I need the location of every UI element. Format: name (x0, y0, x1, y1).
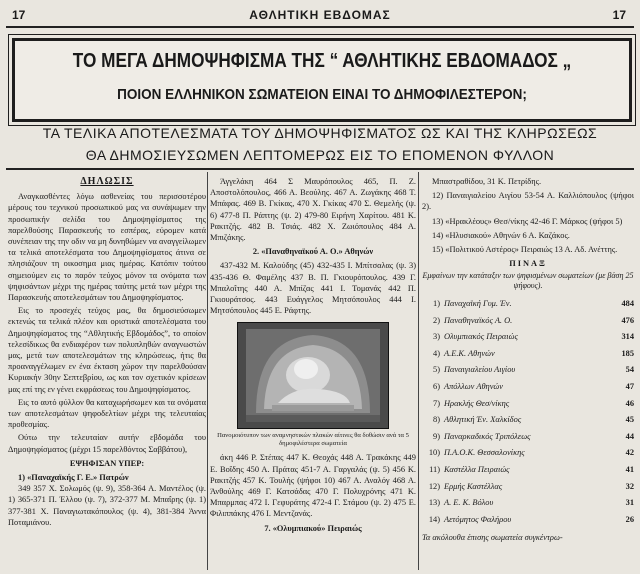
rank-number: 10) (428, 448, 440, 458)
photo-caption: Πανομοιότυπον των αναμνηστικών πλακών αίτινες θα δοθώσιν ανά τα 5 δημοφιλέστερα σωματεία (217, 432, 409, 448)
rank-number: 9) (433, 431, 440, 441)
column-ranking (422, 176, 634, 543)
ranking-row (422, 378, 634, 395)
vote-count: 32 (625, 481, 634, 491)
club-name: Α. Ε. Κ. Βόλου (444, 498, 494, 508)
ranking-row (422, 362, 634, 379)
running-head (10, 6, 630, 24)
ranking-row (422, 345, 634, 362)
club-name: Ολυμπιακός Πειραιώς (444, 332, 518, 342)
club-name: Ηρακλής Θεσ/νίκης (444, 398, 510, 408)
ranking-table (422, 295, 634, 527)
newspaper-masthead: ΑΘΛΗΤΙΚΗ ΕΒΔΟΜΑΣ (249, 8, 391, 22)
headline-question: ΠΟΙΟΝ ΕΛΛΗΝΙΚΟΝ ΣΩΜΑΤΕΙΟΝ ΕΙΝΑΙ ΤΟ ΔΗΜΟΦΙΛΕΣΤΕΡΟΝ; (117, 86, 527, 103)
club-name: Παναχαϊκή Γυμ. Έν. (444, 299, 512, 309)
ranking-row (422, 511, 634, 528)
rank-number: 6) (433, 382, 440, 392)
club-entry: 15) «Πολιτικού Αστέρος» Πειραιώς 13 Α. Αδ. Ανέττης. (432, 245, 618, 255)
rank-number: 8) (433, 415, 440, 425)
club-name: Απόλλων Αθηνών (444, 382, 503, 392)
club-name: Παναιγιαλείου Αιγίου (444, 365, 516, 375)
voter-list: Μπαστραθίδου, 31 Κ. Πετρίδης. (432, 177, 542, 186)
club-name: Π.Α.Ο.Κ. Θεσσαλονίκης (444, 448, 525, 458)
vote-count: 47 (625, 382, 634, 392)
vote-count: 42 (625, 448, 634, 458)
column-declaration (8, 176, 206, 528)
rank-number: 4) (433, 348, 440, 358)
voter-list: άκη 446 Ρ. Στέπας 447 Κ. Θεοχάς 448 Α. Τρακάκης 449 Ε. Βοΐδης 450 Α. Πράτας 451-7 Α. Γαργαλάς (ψ. 5) 456 Κ. Ρακιτζής 457 Κ. Τουλής (ψήφοι 10) 467 Α. Αναλόγ 468 Α. Άνθούλης 469 Γ. Κατσάδας 470 Γ. Πολυχρόνης 471 Κ. Μπαρμπας 472 Ι. Γεφυράτης 472-4 Γ. Στάμου (ψ. 2) 475 Ε. Φιλιππάκης 476 Ι. Μεντζανάς. (210, 453, 416, 519)
club-heading: 2. «Παναθηναϊκού Α. Ο.» Αθηνών (252, 247, 374, 257)
vote-count: 484 (621, 299, 634, 309)
ranking-row (422, 428, 634, 445)
rank-number: 11) (429, 465, 440, 475)
ranking-row (422, 329, 634, 346)
voter-list: 437-432 Μ. Καλούδης (45) 432-435 Ι. Μπίτσαλας (ψ. 3) 435-436 Θ. Φαμέλης 437 Β. Π. Γκιουρόπουλος. 439 Γ. Μπαλοΐτης 440 Α. Μπίζας 441 Ι. Τομανάς 442 Π. Γκιουράτσος. 443 Ευάγγελος Μητσόπουλος 444 Ι. Μητσόπουλος 445 Ε. Ράφτης. (210, 261, 416, 316)
ranking-footnote: Τα ακόλουθα έπισης σωματεία συγκέντρω- (422, 532, 563, 542)
rank-number: 5) (433, 365, 440, 375)
column-divider (207, 172, 208, 570)
ranking-row (422, 295, 634, 312)
vote-count: 45 (625, 415, 634, 425)
headline-main: ΤΟ ΜΕΓΑ ΔΗΜΟΨΗΦΙΣΜΑ ΤΗΣ “ ΑΘΛΗΤΙΚΗΣ ΕΒΔΟΜΑΔΟΣ „ (72, 50, 572, 72)
ranking-row (422, 461, 634, 478)
rank-number: 2) (433, 315, 440, 325)
ranking-row (422, 395, 634, 412)
ranking-row (422, 312, 634, 329)
club-heading: 7. «Ολυμπιακού» Πειραιώς (264, 523, 362, 533)
club-name: Παναρκαδικός Τριπόλεως (444, 431, 531, 441)
vote-count: 54 (625, 365, 634, 375)
declaration-paragraph: Εις το προσεχές τεύχος μας, θα δημοσιεύσωμεν εκτενώς τα τελικά πλέον και οριστικά αποτελέσματα του Δημοψηφίσματος της “Αθλητικής Εβδομάδος”, το οποίον τελεσίδικως θα ενδιαφέρον των πολυπληθών αναγνωστών μας, μετά των αποτελεσμάτων της κληρώσεως, ήτις θα προαναγγέλωμεν εν ένα έκταση χώρον την παρελθούσαν Κυριακήν 30ην Σεπτεβρίου, ως και τον σχετικόν κρίσεων μας επί της εν γένει εκφράσεως του Δημοψηφίσματος. (8, 306, 206, 394)
vote-count: 41 (625, 465, 634, 475)
declaration-paragraph: Ούτω την τελευταίαν αυτήν εβδομάδα του Δημοψηφίσματος (μέχρι 15 παρελθόντος Σαββάτου), (8, 433, 206, 454)
page-number-left: 17 (12, 8, 26, 22)
club-name: Αετόμητος Φαλήρου (444, 514, 512, 524)
column-divider (418, 172, 419, 570)
club-entry: 13) «Ηρακλέους» Θεσ/νίκης 42-46 Γ. Μάρκος (ψήφοι 5) (432, 216, 623, 226)
page-number-right: 17 (612, 8, 626, 22)
rank-number: 7) (433, 398, 440, 408)
vote-count: 185 (621, 348, 634, 358)
ranking-table-title: ΠΙΝΑΞ (509, 259, 547, 269)
club-name: Παναθηναϊκός Α. Ο. (444, 315, 513, 325)
declaration-heading: ΔΗΛΩΣΙΣ (80, 176, 134, 187)
club-entry: 12) Παναιγιαλείου Αιγίου 53-54 Α. Καλλιόπουλος (ψήφοι 2). (422, 191, 634, 212)
voter-list: 349 357 Χ. Σολωμός (ψ. 9), 358-364 Α. Μαντέλος (ψ. 1) 365-371 Π. Έλλου (ψ. 7), 372-377 Μ. Μπαΐρης (ψ. 1) 377-381 Χ. Παναγιωτακόπουλος (ψ. 4), 381-384 Άννα Ποταμιάνου. (8, 484, 206, 527)
rank-number: 14) (428, 514, 440, 524)
subheadline-line-2: ΘΑ ΔΗΜΟΣΙΕΥΣΩΜΕΝ ΛΕΠΤΟΜΕΡΩΣ ΕΙΣ ΤΟ ΕΠΟΜΕΝΟΝ ΦΥΛΛΟΝ (85, 147, 555, 163)
rank-number: 3) (433, 332, 440, 342)
club-name: Αθλητική Έν. Χαλκίδος (444, 415, 522, 425)
section-rule (6, 168, 634, 170)
ranking-table-intro: Εμφαίνων την κατάταξιν των ψηφισμένων σωματείων (με βάση 25 ψήφους). (422, 271, 634, 291)
declaration-paragraph: Εις το αυτό φύλλον θα καταχωρήσωμεν και τα ονόματα των αποτελεσμάτων ψηφοδελτίων μέχρι της τελευταίας προθεσμίας. (8, 397, 206, 430)
rank-number: 1) (433, 299, 440, 309)
ranking-row (422, 445, 634, 462)
vote-count: 46 (625, 398, 634, 408)
club-name: Ερμής Καστέλλας (444, 481, 503, 491)
rank-number: 12) (428, 481, 440, 491)
ranking-row (422, 478, 634, 495)
header-rule (6, 26, 634, 28)
subheadline-line-1: ΤΑ ΤΕΛΙΚΑ ΑΠΟΤΕΛΕΣΜΑΤΑ ΤΟΥ ΔΗΜΟΨΗΦΙΣΜΑΤΟΣ ΩΣ ΚΑΙ ΤΗΣ ΚΛΗΡΩΣΕΩΣ (42, 125, 598, 141)
vote-count: 26 (625, 514, 634, 524)
ranking-row (422, 412, 634, 429)
club-heading: 1) «Παναχαϊκής Γ. Ε.» Πατρών (18, 473, 129, 483)
club-name: Α.Ε.Κ. Αθηνών (444, 348, 495, 358)
headline-banner (12, 38, 632, 122)
vote-count: 31 (625, 498, 634, 508)
plaque-photo (237, 322, 389, 429)
voted-for-label: ΕΨΗΦΙΣΑΝ ΥΠΕΡ: (69, 458, 145, 468)
lion-relief-image (238, 323, 388, 428)
ranking-row (422, 495, 634, 512)
declaration-paragraph: Αναγκασθέντες λόγω ασθενείας του περισσοτέρου μέρους του τεχνικού προσωπικού μας να συνάψωμεν την προσωπικήν σελίδα του Δημοψηφίσματος της παρελθούσης Παρασκευής το εσπέρας, εύρομεν κατά συνέπειαν της την οδιν να μη δυνηθώμεν να αναγγείλωμεν τα τελικά αποτελέσματα του Δημοψηφίσματος άτινα σε πλησιάζουν τη οικοσημα μιας ημέρας. Κατόπιν τούτου σημειούμεν εις το παρόν τεύχος μόνον τα ονόματα των ψηφισάντων μέχρι της ημέρας ταύτης μετά των μέχρι της Παρασκευής αποτελεσμάτων του Δημοψηφίσματος. (8, 192, 206, 303)
vote-count: 476 (621, 315, 634, 325)
club-entry: 14) «Ηλυσιακού» Αθηνών 6 Α. Καζάκος. (432, 230, 570, 240)
column-voters (210, 176, 416, 537)
vote-count: 314 (621, 332, 634, 342)
club-name: Καστέλλα Πειραιώς (444, 465, 510, 475)
vote-count: 44 (625, 431, 634, 441)
rank-number: 13) (428, 498, 440, 508)
voter-list: Άγγελάκη 464 Σ Μαυρόπουλος 465, Π. Ζ. Αποστολόπουλος, 466 Α. Βεούλης. 467 Α. Ζωγάκης 468 Τ. Μπάφας. 469 Β. Γκίκας, 470 Χ. Γκίκας 470 Σ. Θεμελής (ψ. 6) 477-8 Π. Ράπτης (ψ. 2) 479-80 Ειρήνη Χαρίτου. 481 Κ. Ρακιτζής. 482 Β. Τσιάς. 482 Χ. Ζωιόπουλος 484 Α. Μπιζάκης. (210, 177, 416, 243)
